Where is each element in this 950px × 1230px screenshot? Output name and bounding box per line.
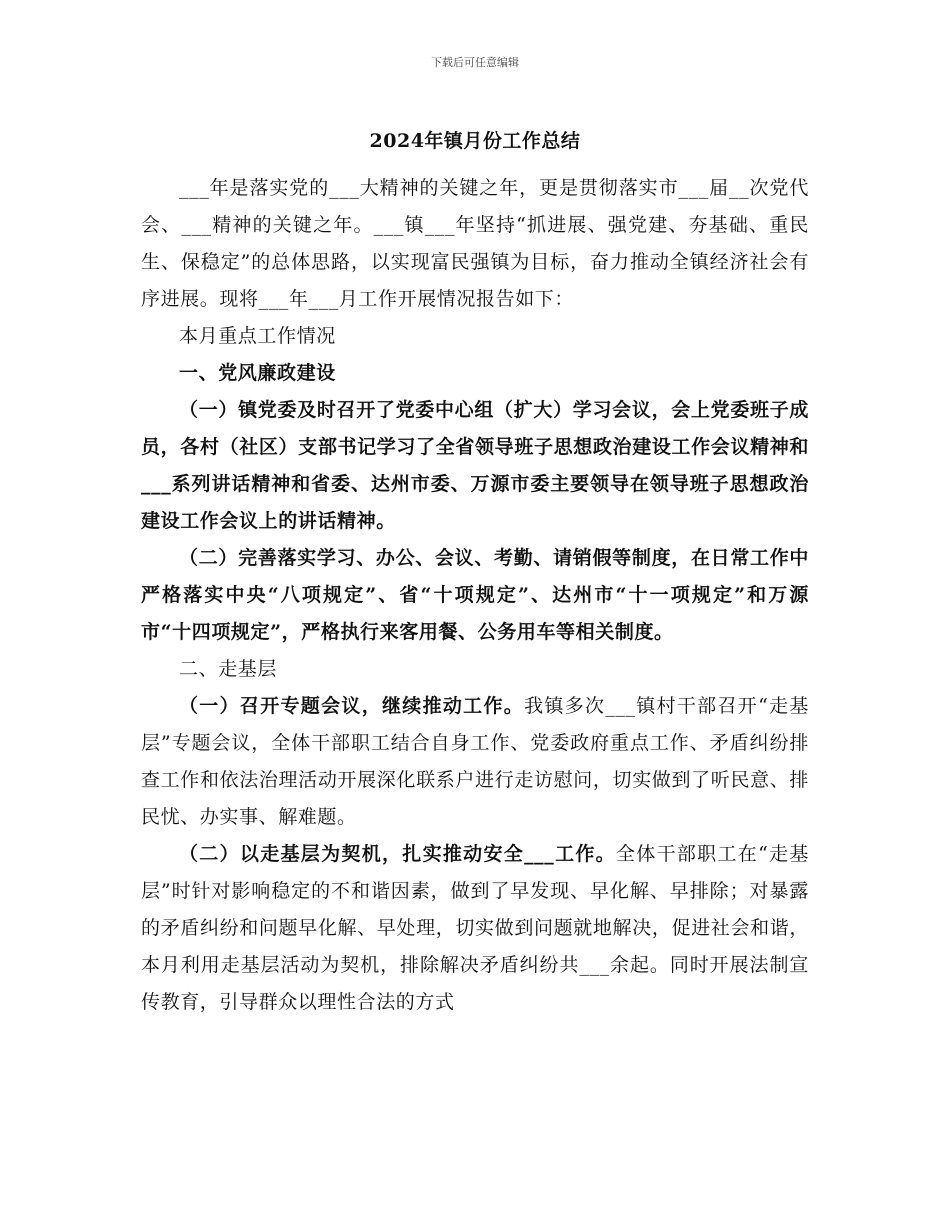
document-title: 2024年镇月份工作总结: [369, 130, 581, 152]
intro-paragraph: ___年是落实党的___大精神的关键之年，更是贯彻落实市___届__次党代会、___精神的关键之年。___镇___年坚持“抓进展、强党建、夯基础、重民生、保稳定”的总体思路，以实现富民强镇为目标，奋力推动全镇经济社会有序进展。现将___年___月工作开展情况报告如下：: [141, 177, 809, 310]
paragraph-body-special-meeting: 我镇多次___镇村干部召开“走基层”专题会议，全体干部职工结合自身工作、党委政府重点工作、矛盾纠纷排查工作和依法治理活动开展深化联系户进行走访慰问，切实做到了听民意、排民忧、办实事、解难题。: [141, 695, 809, 828]
paragraph-discipline-rules: （二）完善落实学习、办公、会议、考勤、请销假等制度，在日常工作中严格落实中央“八项规定”、省“十项规定”、达州市“十一项规定”和万源市“十四项规定”，严格执行来客用餐、公务用车等相关制度。: [141, 547, 809, 643]
paragraph-special-meeting: [141, 688, 809, 836]
document-body: [141, 170, 809, 1021]
paragraph-lead-safety-work: （二）以走基层为契机，扎实推动安全___工作。: [179, 843, 616, 865]
paragraph-safety-work: [141, 836, 809, 1021]
paragraph-party-study-meeting: （一）镇党委及时召开了党委中心组（扩大）学习会议，会上党委班子成员，各村（社区）支部书记学习了全省领导班子思想政治建设工作会议精神和___系列讲话精神和省委、达州市委、万源市委主要领导在领导班子思想政治建设工作会议上的讲话精神。: [141, 399, 809, 532]
section-heading-grassroots: 二、走基层: [179, 658, 278, 680]
section-label: 本月重点工作情况: [179, 325, 336, 347]
paragraph-body-safety-work: 全体干部职工在“走基层”时针对影响稳定的不和谐因素，做到了早发现、早化解、早排除；对暴露的矛盾纠纷和问题早化解、早处理，切实做到问题就地解决，促进社会和谐，本月利用走基层活动为契机，排除解决矛盾纠纷共___余起。同时开展法制宣传教育，引导群众以理性合法的方式: [141, 843, 809, 1013]
page-header-note: 下载后可任意编辑: [431, 56, 519, 69]
paragraph-lead-special-meeting: （一）召开专题会议，继续推动工作。: [179, 695, 525, 717]
section-heading-party-conduct: 一、党风廉政建设: [179, 362, 336, 384]
